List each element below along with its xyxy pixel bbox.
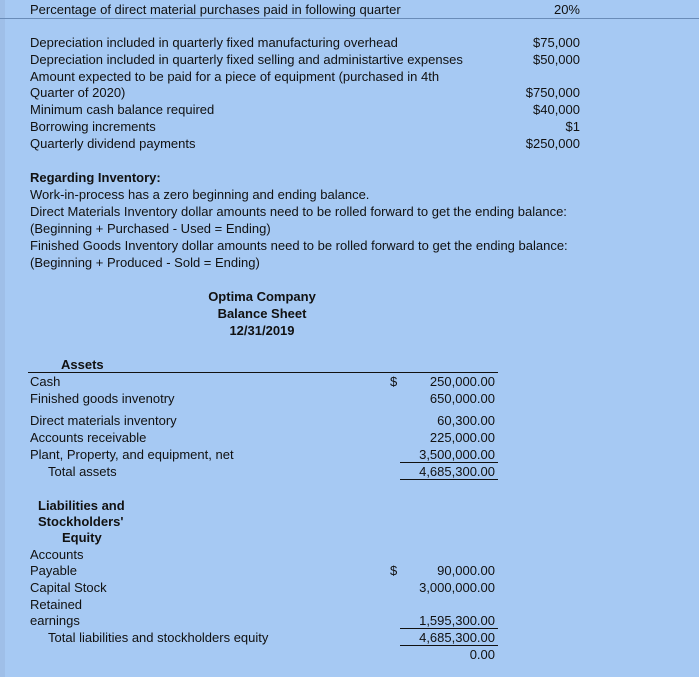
asset-value-ppe: 3,500,000.00	[419, 447, 495, 462]
currency-symbol-ap: $	[390, 563, 398, 578]
liab-value-ap: 90,000.00	[437, 563, 495, 578]
asset-label-ppe: Plant, Property, and equipment, net	[30, 447, 234, 462]
asset-label-cash: Cash	[30, 374, 61, 389]
ppe-underline	[400, 462, 498, 463]
asset-label-total: Total assets	[48, 464, 117, 479]
left-edge	[0, 0, 5, 677]
liab-label-re-1: Retained	[30, 597, 83, 612]
assets-heading: Assets	[61, 357, 104, 372]
liab-value-re: 1,595,300.00	[419, 613, 495, 628]
param-label-borrowing: Borrowing increments	[30, 119, 156, 134]
liab-heading-2: Stockholders'	[38, 514, 124, 529]
currency-symbol-cash: $	[390, 374, 398, 389]
param-label-equipment-2: Quarter of 2020)	[30, 85, 126, 100]
inventory-line-fg-formula: (Beginning + Produced - Sold = Ending)	[30, 255, 260, 270]
top-divider	[0, 18, 699, 19]
asset-label-receivable: Accounts receivable	[30, 430, 147, 445]
inventory-line-dm: Direct Materials Inventory dollar amounts need to be rolled forward to get the ending balance:	[30, 204, 567, 219]
bs-title: Balance Sheet	[217, 306, 307, 321]
param-label-min-cash: Minimum cash balance required	[30, 102, 215, 117]
total-liab-underline	[400, 645, 498, 646]
asset-label-dm-inventory: Direct materials inventory	[30, 413, 177, 428]
param-value-dividend: $250,000	[525, 136, 580, 151]
liab-value-capital: 3,000,000.00	[419, 580, 495, 595]
liab-label-ap-2: Payable	[30, 563, 77, 578]
param-label-dividend: Quarterly dividend payments	[30, 136, 196, 151]
asset-value-dm-inventory: 60,300.00	[437, 413, 495, 428]
param-label-depr-sga: Depreciation included in quarterly fixed selling and administartive expenses	[30, 52, 463, 67]
inventory-heading: Regarding Inventory:	[30, 170, 161, 185]
re-underline	[400, 628, 498, 629]
inventory-line-dm-formula: (Beginning + Purchased - Used = Ending)	[30, 221, 271, 236]
liab-heading-3: Equity	[62, 530, 102, 545]
asset-label-fg-inventory: Finished goods invenotry	[30, 391, 175, 406]
inventory-line-fg: Finished Goods Inventory dollar amounts need to be rolled forward to get the ending balance:	[30, 238, 568, 253]
param-label-depr-mfg: Depreciation included in quarterly fixed manufacturing overhead	[30, 35, 398, 50]
asset-value-receivable: 225,000.00	[429, 430, 495, 445]
liab-value-total: 4,685,300.00	[419, 630, 495, 645]
param-value-depr-mfg: $75,000	[533, 35, 580, 50]
liab-label-re-2: earnings	[30, 613, 80, 628]
balance-difference-value: 0.00	[469, 647, 495, 662]
liab-label-capital: Capital Stock	[30, 580, 107, 595]
param-value-material-paid: 20%	[553, 2, 580, 17]
param-label-equipment-1: Amount expected to be paid for a piece of equipment (purchased in 4th	[30, 69, 440, 84]
inventory-line-wip: Work-in-process has a zero beginning and ending balance.	[30, 187, 370, 202]
param-value-equipment: $750,000	[525, 85, 580, 100]
param-value-borrowing: $1	[565, 119, 580, 134]
liab-label-total: Total liabilities and stockholders equity	[48, 630, 269, 645]
liab-heading-1: Liabilities and	[38, 498, 125, 513]
param-value-depr-sga: $50,000	[533, 52, 580, 67]
bs-company-name: Optima Company	[208, 289, 316, 304]
total-assets-underline	[400, 479, 498, 480]
assets-heading-rule	[28, 372, 498, 373]
bs-date: 12/31/2019	[229, 323, 295, 338]
asset-value-total: 4,685,300.00	[419, 464, 495, 479]
asset-value-cash: 250,000.00	[429, 374, 495, 389]
param-label-material-paid: Percentage of direct material purchases paid in following quarter	[30, 2, 401, 17]
liab-label-ap-1: Accounts	[30, 547, 84, 562]
asset-value-fg-inventory: 650,000.00	[429, 391, 495, 406]
param-value-min-cash: $40,000	[533, 102, 580, 117]
